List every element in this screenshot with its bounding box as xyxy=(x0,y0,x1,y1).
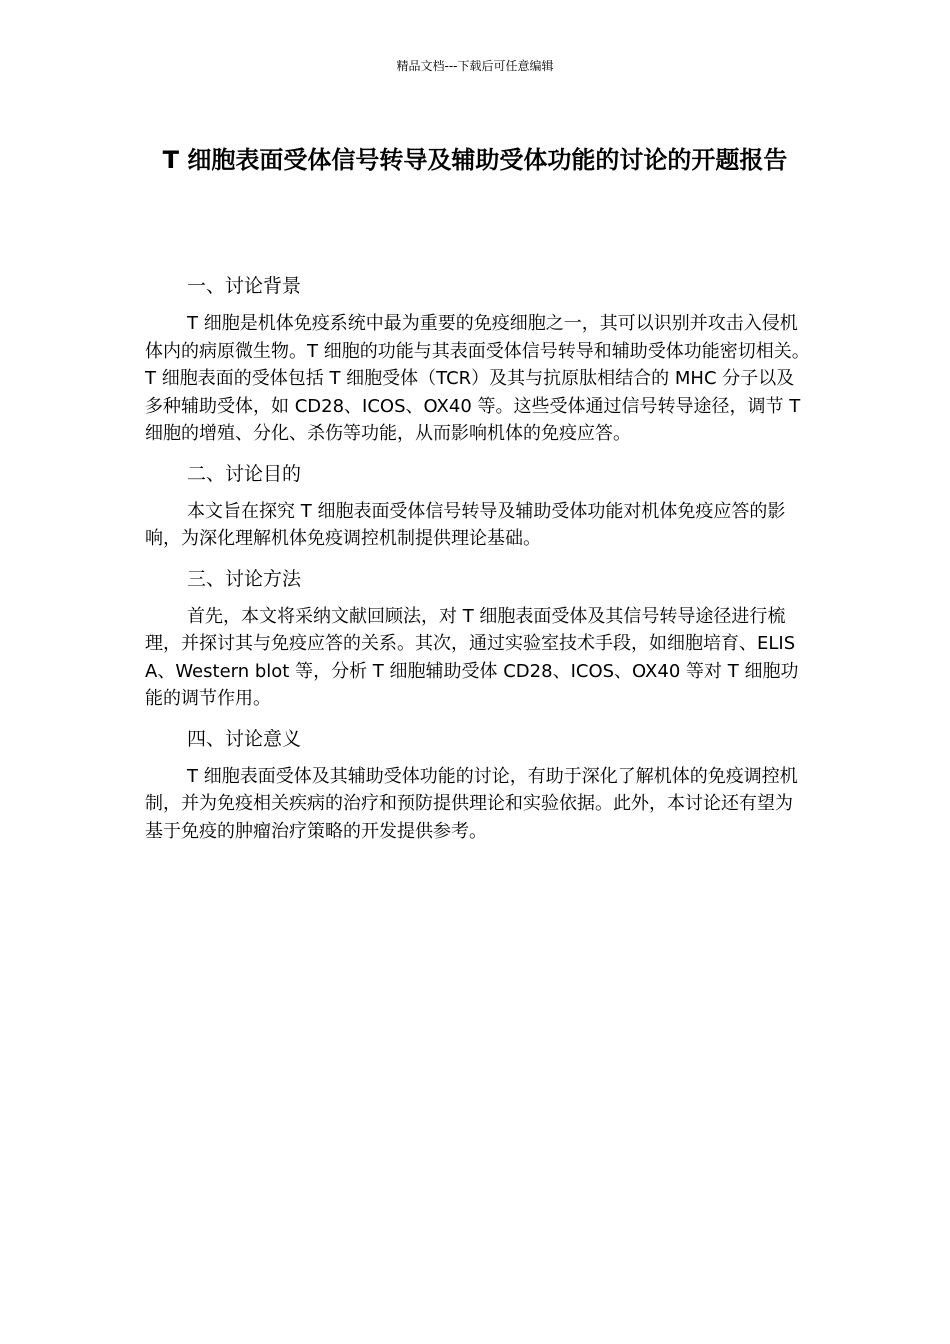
section-paragraph: T 细胞是机体免疫系统中最为重要的免疫细胞之一，其可以识别并攻击入侵机体内的病原微生物。T 细胞的功能与其表面受体信号转导和辅助受体功能密切相关。T 细胞表面的受体包括 T 细胞受体（TCR）及其与抗原肽相结合的 MHC 分子以及多种辅助受体，如 CD28、ICOS、OX40 等。这些受体通过信号转导途径，调节 T 细胞的增殖、分化、杀伤等功能，从而影响机体的免疫应答。 xyxy=(145,313,810,444)
document-body xyxy=(145,271,810,856)
section-method xyxy=(145,564,810,713)
section-heading: 四、讨论意义 xyxy=(187,727,302,750)
header-note: 精品文档---下载后可任意编辑 xyxy=(396,59,554,73)
section-heading: 一、讨论背景 xyxy=(187,275,302,297)
section-background xyxy=(145,271,810,448)
document-title: T 细胞表面受体信号转导及辅助受体功能的讨论的开题报告 xyxy=(162,146,788,174)
section-paragraph: 首先，本文将采纳文献回顾法，对 T 细胞表面受体及其信号转导途径进行梳理，并探讨其与免疫应答的关系。其次，通过实验室技术手段，如细胞培育、ELISA、Western blot 等，分析 T 细胞辅助受体 CD28、ICOS、OX40 等对 T 细胞功能的调节作用。 xyxy=(145,605,799,709)
section-paragraph: 本文旨在探究 T 细胞表面受体信号转导及辅助受体功能对机体免疫应答的影响，为深化理解机体免疫调控机制提供理论基础。 xyxy=(145,500,786,549)
section-heading: 二、讨论目的 xyxy=(187,462,302,485)
section-purpose xyxy=(145,459,810,553)
section-significance xyxy=(145,724,810,846)
section-paragraph: T 细胞表面受体及其辅助受体功能的讨论，有助于深化了解机体的免疫调控机制，并为免疫相关疾病的治疗和预防提供理论和实验依据。此外，本讨论还有望为基于免疫的肿瘤治疗策略的开发提供参考。 xyxy=(145,765,798,842)
section-heading: 三、讨论方法 xyxy=(187,567,302,590)
